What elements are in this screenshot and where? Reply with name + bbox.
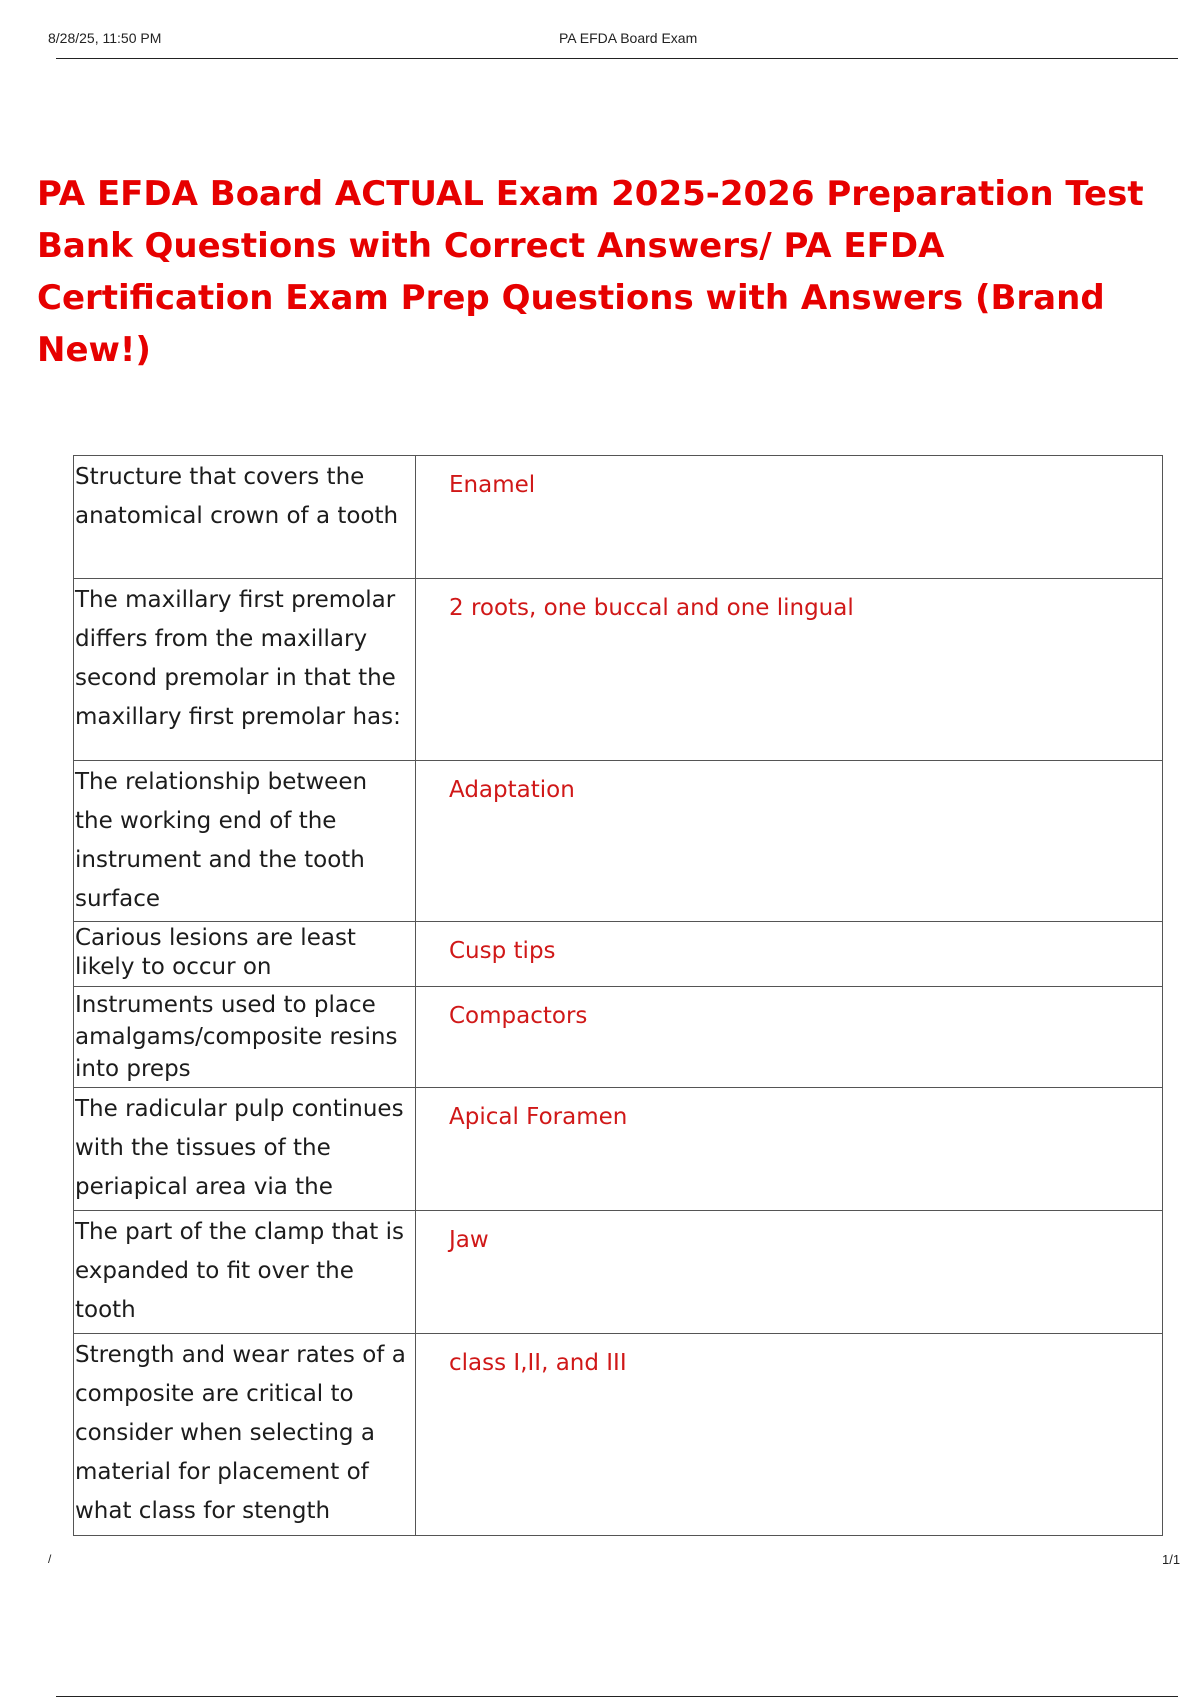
- question-cell: The relationship between the working end of the instrument and the tooth surface: [74, 761, 416, 922]
- page-number: 1/1: [1162, 1552, 1181, 1567]
- table-row: [74, 1211, 1163, 1334]
- document-title: PA EFDA Board ACTUAL Exam 2025-2026 Preparation Test Bank Questions with Correct Answers/ PA EFDA Certification Exam Prep Questions with Answers (Brand New!): [37, 174, 1144, 370]
- table-row: [74, 922, 1163, 987]
- question-cell: The radicular pulp continues with the tissues of the periapical area via the: [74, 1088, 416, 1211]
- footer-mark: /: [48, 1552, 52, 1566]
- answer-cell: Cusp tips: [416, 922, 1163, 987]
- footer-divider: [56, 1696, 1178, 1697]
- answer-cell: Compactors: [416, 987, 1163, 1088]
- question-cell: Carious lesions are least likely to occur on: [74, 922, 416, 987]
- question-cell: The maxillary first premolar differs from the maxillary second premolar in that the maxillary first premolar has:: [74, 579, 416, 761]
- question-cell: Strength and wear rates of a composite are critical to consider when selecting a material for placement of what class for stength: [74, 1334, 416, 1536]
- print-page-title: PA EFDA Board Exam: [559, 30, 698, 46]
- answer-cell: class I,II, and III: [416, 1334, 1163, 1536]
- table-row: [74, 1088, 1163, 1211]
- print-datetime: 8/28/25, 11:50 PM: [48, 30, 162, 46]
- qa-table: [73, 455, 1163, 1536]
- table-row: [74, 579, 1163, 761]
- table-row: [74, 456, 1163, 579]
- question-cell: Instruments used to place amalgams/composite resins into preps: [74, 987, 416, 1088]
- answer-cell: Jaw: [416, 1211, 1163, 1334]
- question-cell: Structure that covers the anatomical crown of a tooth: [74, 456, 416, 579]
- table-row: [74, 761, 1163, 922]
- answer-cell: Apical Foramen: [416, 1088, 1163, 1211]
- answer-cell: 2 roots, one buccal and one lingual: [416, 579, 1163, 761]
- print-header: [48, 28, 1178, 59]
- table-row: [74, 987, 1163, 1088]
- question-cell: The part of the clamp that is expanded to fit over the tooth: [74, 1211, 416, 1334]
- table-row: [74, 1334, 1163, 1536]
- answer-cell: Enamel: [416, 456, 1163, 579]
- answer-cell: Adaptation: [416, 761, 1163, 922]
